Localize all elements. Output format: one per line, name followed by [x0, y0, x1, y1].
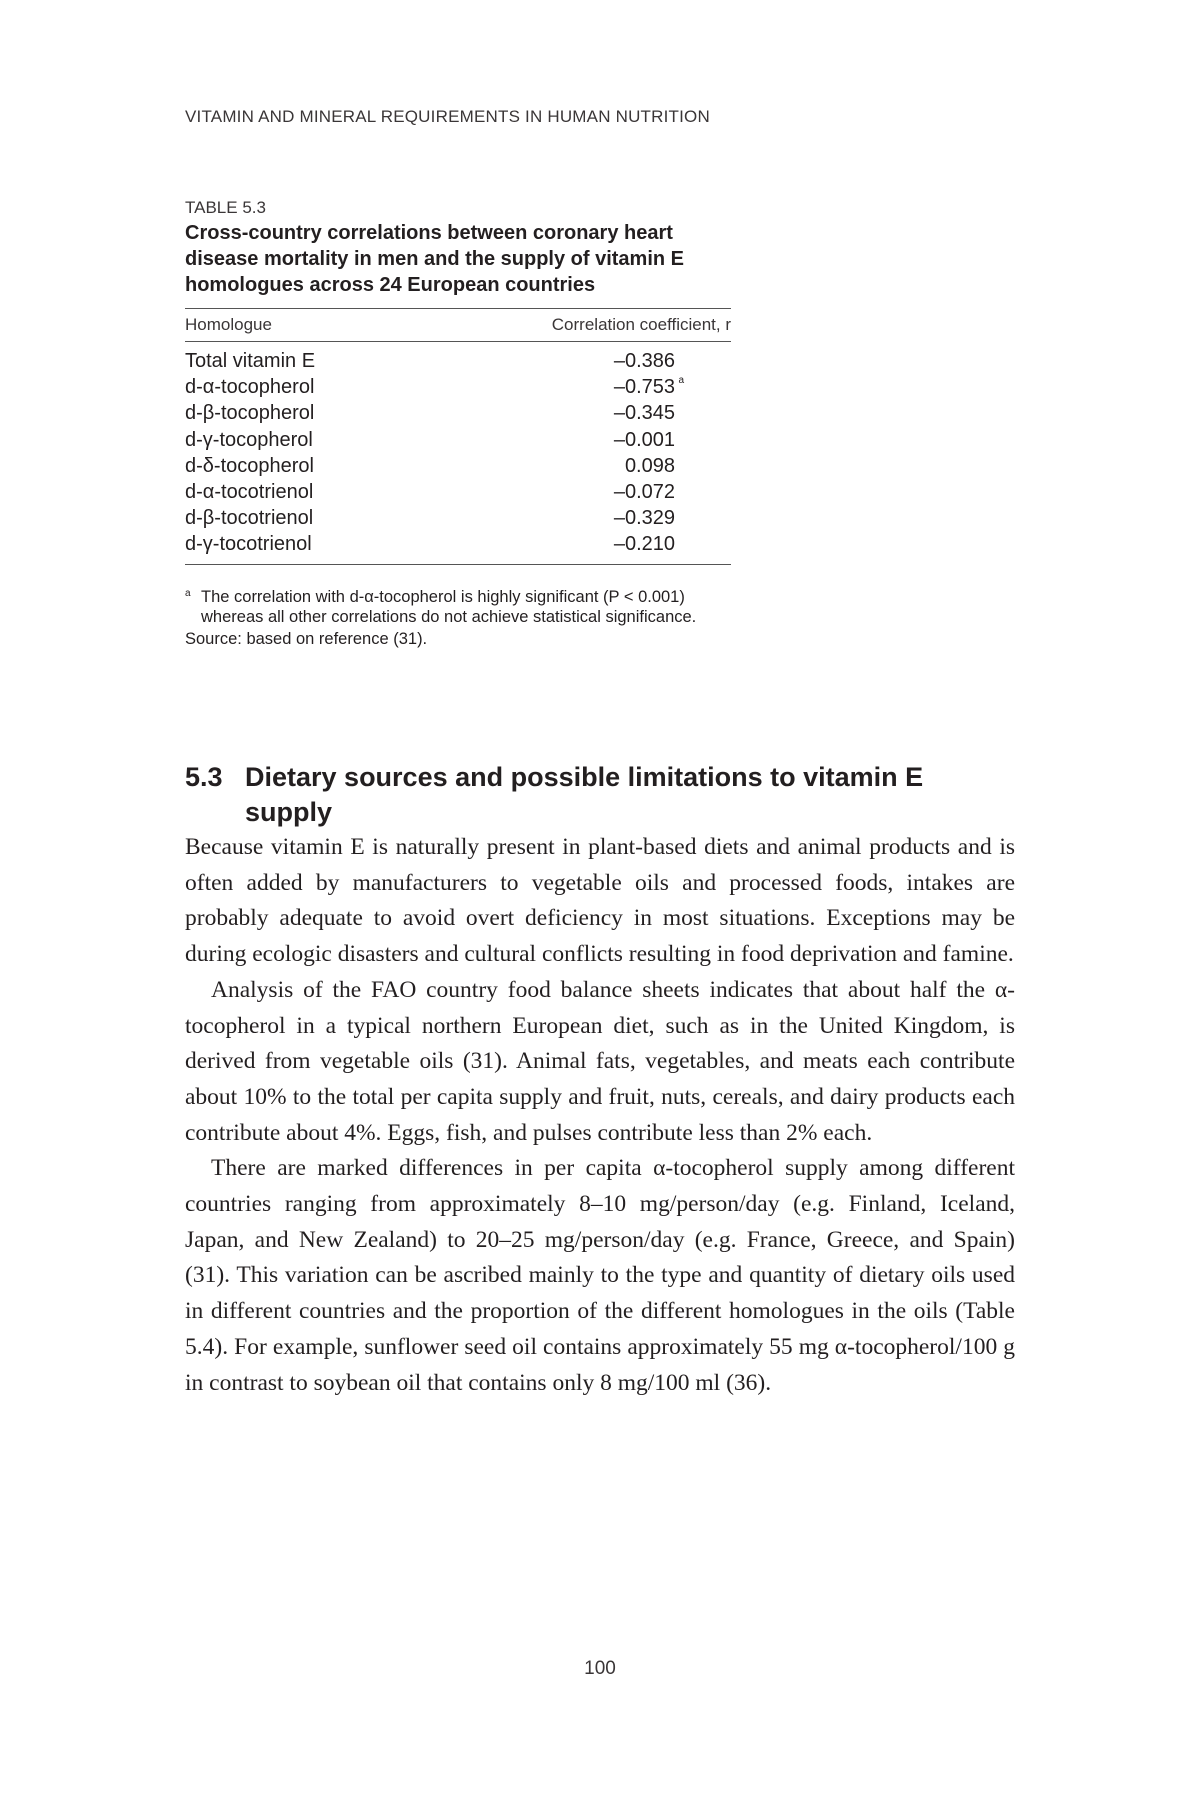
- column-header-coefficient: Correlation coefficient, r: [551, 315, 731, 334]
- table-row: [185, 505, 731, 531]
- correlation-value: –0.345: [613, 402, 675, 425]
- section-heading: [185, 760, 1015, 830]
- correlation-value: –0.329: [613, 507, 675, 530]
- section-title: Dietary sources and possible limitations to vitamin E supply: [245, 762, 924, 827]
- table-bottom-rule: [185, 564, 731, 565]
- homologue-name: Total vitamin E: [185, 350, 316, 372]
- table-row: [185, 400, 731, 426]
- homologue-name: d-α-tocotrienol: [185, 480, 314, 503]
- table-notes: [185, 587, 731, 649]
- section-number: 5.3: [185, 762, 223, 792]
- table-row: [185, 348, 731, 374]
- body-paragraph: Analysis of the FAO country food balance sheets indicates that about half the α-tocopherol in a typical northern European diet, such as in the United Kingdom, is derived from vegetable oils (31). Animal fats, vegetables, and meats each contribute about 10% to the total per capita supply and fruit, nuts, cereals, and dairy products each contribute about 4%. Eggs, fish, and pulses contribute less than 2% each.: [185, 976, 1015, 1146]
- correlation-value: –0.001: [613, 428, 675, 451]
- homologue-name: d-β-tocopherol: [185, 402, 315, 425]
- correlation-value: –0.753 a: [585, 374, 675, 400]
- running-head: VITAMIN AND MINERAL REQUIREMENTS IN HUMAN NUTRITION: [185, 107, 710, 126]
- correlation-value: –0.386: [613, 350, 675, 372]
- correlation-value: –0.210: [613, 533, 675, 556]
- footnote-mark: a: [678, 375, 684, 387]
- table-source: Source: based on reference (31).: [185, 629, 428, 648]
- body-paragraph: Because vitamin E is naturally present in plant-based diets and animal products and is often added by manufacturers to vegetable oils and processed foods, intakes are probably adequate to avoid overt deficiency in most situations. Exceptions may be during ecologic disasters and cultural conflicts resulting in food deprivation and famine.: [185, 834, 1015, 968]
- table-row: [185, 453, 731, 479]
- table-row: [185, 479, 731, 505]
- table-row: [185, 531, 731, 557]
- table-title: Cross-country correlations between coronary heart disease mortality in men and the supply of vitamin E homologues across 24 European countries: [185, 222, 685, 296]
- table-row: [185, 427, 731, 453]
- footnote-mark: a: [185, 587, 191, 599]
- correlation-value: 0.098: [624, 454, 675, 477]
- body-paragraph: There are marked differences in per capita α-tocopherol supply among different countries ranging from approximately 8–10 mg/person/day (e.g. Finland, Iceland, Japan, and New Zealand) to 20–25 mg/person/day (e.g. France, Greece, and Spain) (31). This variation can be ascribed mainly to the type and quantity of dietary oils used in different countries and the proportion of the different homologues in the oils (Table 5.4). For example, sunflower seed oil contains approximately 55 mg α-tocopherol/100 g in contrast to soybean oil that contains only 8 mg/100 ml (36).: [185, 1155, 1015, 1396]
- homologue-name: d-β-tocotrienol: [185, 507, 314, 530]
- table-body: [185, 348, 731, 558]
- table-5-3: [185, 196, 731, 649]
- table-row: [185, 374, 731, 400]
- table-header-rule: [185, 341, 731, 342]
- page-number: 100: [584, 1658, 616, 1679]
- table-header-row: [185, 309, 731, 341]
- table-label: TABLE 5.3: [185, 198, 266, 217]
- homologue-name: d-δ-tocopherol: [185, 454, 314, 477]
- homologue-name: d-γ-tocopherol: [185, 428, 313, 451]
- homologue-name: d-α-tocopherol: [185, 376, 315, 399]
- column-header-homologue: Homologue: [185, 315, 272, 334]
- homologue-name: d-γ-tocotrienol: [185, 533, 312, 556]
- correlation-value: –0.072: [613, 480, 675, 503]
- section-5-3: [185, 760, 1015, 1401]
- table-footnote: [185, 587, 731, 627]
- footnote-text: The correlation with d-α-tocopherol is highly significant (P < 0.001) whereas all other correlations do not achieve statistical significance.: [201, 587, 697, 626]
